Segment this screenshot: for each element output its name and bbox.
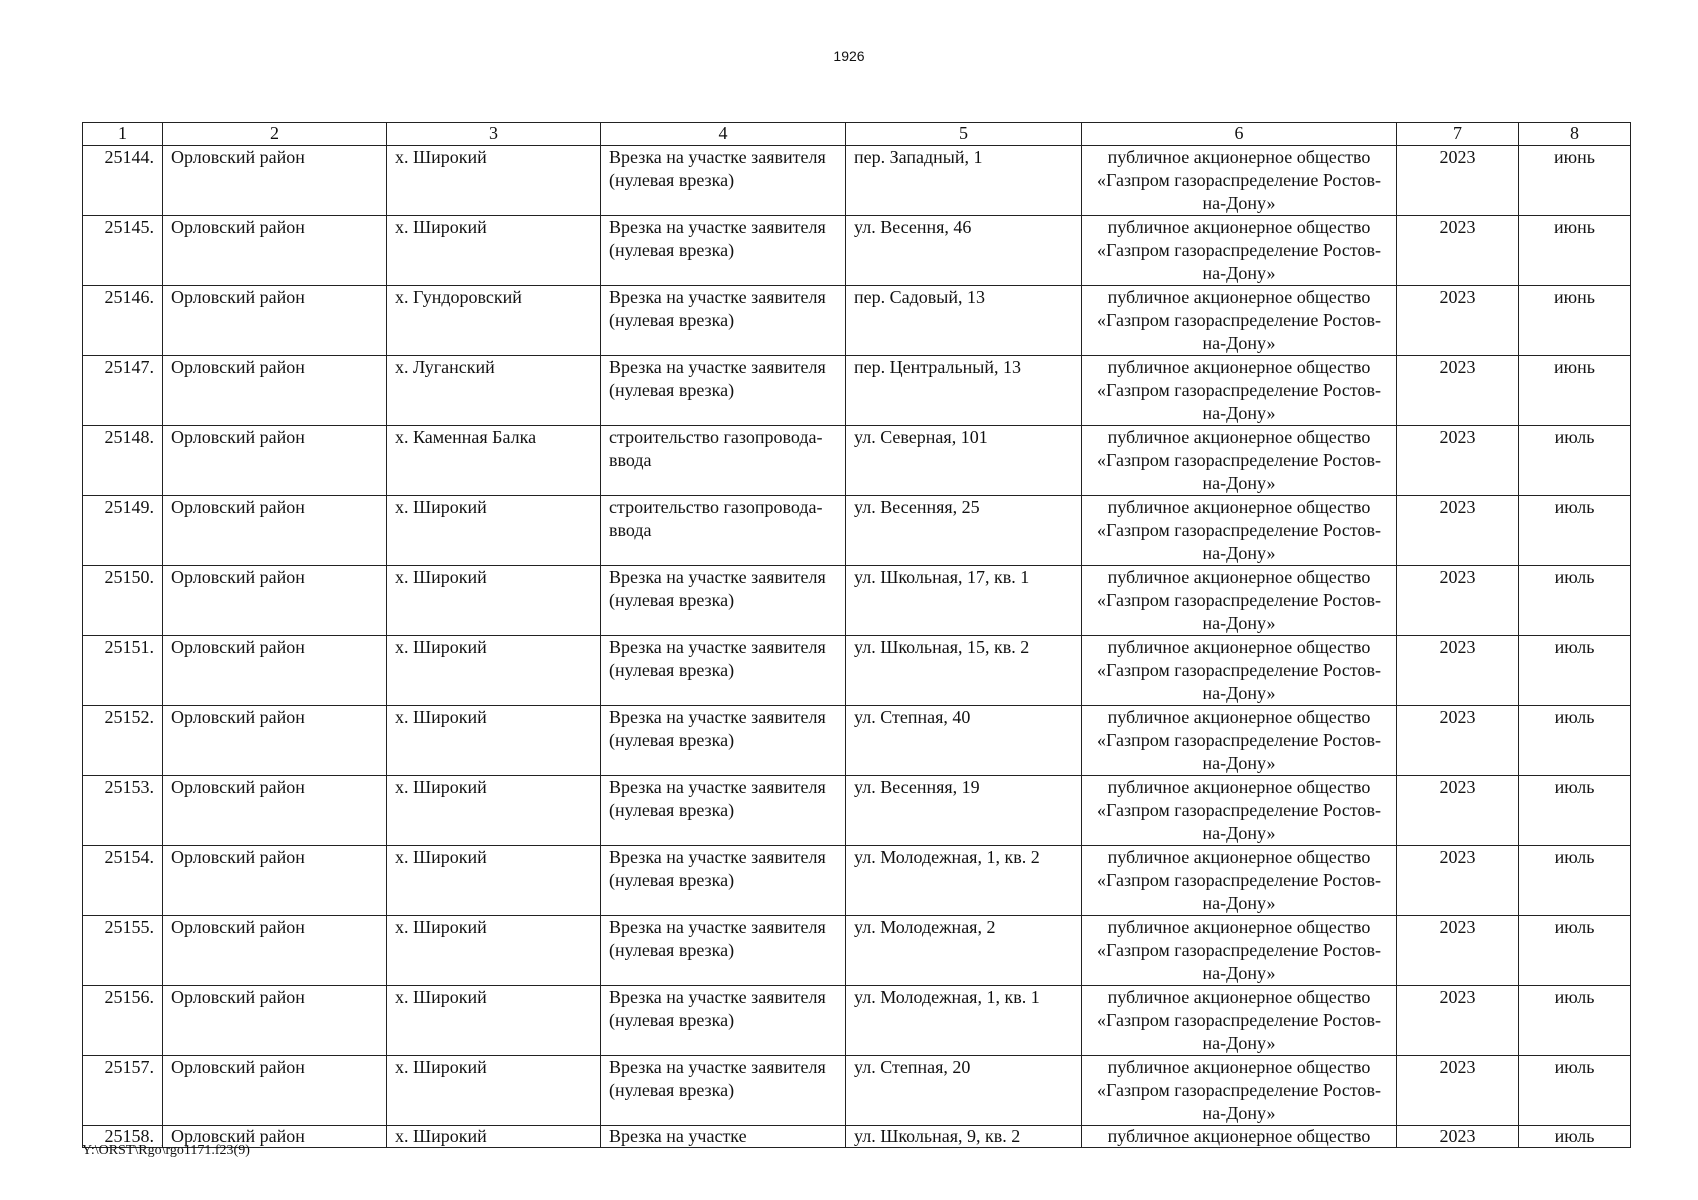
district-cell: Орловский район (163, 1126, 387, 1148)
year-cell: 2023 (1397, 636, 1519, 706)
organization-cell: публичное акционерное общество «Газпром газораспределение Ростов-на-Дону» (1082, 916, 1397, 986)
district-cell: Орловский район (163, 706, 387, 776)
work-type-cell: Врезка на участке заявителя (нулевая врезка) (601, 146, 846, 216)
year-cell: 2023 (1397, 496, 1519, 566)
address-cell: пер. Центральный, 13 (846, 356, 1082, 426)
work-type-cell: Врезка на участке заявителя (нулевая врезка) (601, 1056, 846, 1126)
page-number: 1926 (833, 48, 865, 64)
month-cell: июль (1519, 1056, 1631, 1126)
year-cell: 2023 (1397, 566, 1519, 636)
district-cell: Орловский район (163, 356, 387, 426)
month-cell: июнь (1519, 216, 1631, 286)
column-header: 1 (83, 123, 163, 146)
settlement-cell: х. Широкий (387, 776, 601, 846)
year-cell: 2023 (1397, 916, 1519, 986)
settlement-cell: х. Широкий (387, 146, 601, 216)
settlement-cell: х. Широкий (387, 1126, 601, 1148)
table-row (83, 356, 1631, 426)
month-cell: июнь (1519, 286, 1631, 356)
month-cell: июль (1519, 846, 1631, 916)
work-type-cell: Врезка на участке заявителя (нулевая врезка) (601, 636, 846, 706)
month-cell: июль (1519, 496, 1631, 566)
table-row (83, 1126, 1631, 1148)
settlement-cell: х. Широкий (387, 636, 601, 706)
table-row (83, 566, 1631, 636)
row-number-cell: 25145. (83, 216, 163, 286)
month-cell: июнь (1519, 356, 1631, 426)
row-number-cell: 25147. (83, 356, 163, 426)
district-cell: Орловский район (163, 566, 387, 636)
month-cell: июль (1519, 1126, 1631, 1148)
row-number-cell: 25157. (83, 1056, 163, 1126)
organization-cell: публичное акционерное общество «Газпром газораспределение Ростов-на-Дону» (1082, 636, 1397, 706)
year-cell: 2023 (1397, 426, 1519, 496)
month-cell: июнь (1519, 146, 1631, 216)
settlement-cell: х. Луганский (387, 356, 601, 426)
work-type-cell: Врезка на участке заявителя (нулевая врезка) (601, 846, 846, 916)
district-cell: Орловский район (163, 986, 387, 1056)
year-cell: 2023 (1397, 146, 1519, 216)
organization-cell: публичное акционерное общество «Газпром газораспределение Ростов-на-Дону» (1082, 356, 1397, 426)
address-cell: ул. Молодежная, 1, кв. 2 (846, 846, 1082, 916)
year-cell: 2023 (1397, 846, 1519, 916)
settlement-cell: х. Широкий (387, 1056, 601, 1126)
district-cell: Орловский район (163, 286, 387, 356)
table-row (83, 846, 1631, 916)
address-cell: ул. Северная, 101 (846, 426, 1082, 496)
header-row (83, 123, 1631, 146)
address-cell: пер. Западный, 1 (846, 146, 1082, 216)
column-header: 7 (1397, 123, 1519, 146)
row-number-cell: 25154. (83, 846, 163, 916)
table-row (83, 636, 1631, 706)
month-cell: июль (1519, 706, 1631, 776)
month-cell: июль (1519, 426, 1631, 496)
district-cell: Орловский район (163, 846, 387, 916)
row-number-cell: 25149. (83, 496, 163, 566)
table-row (83, 216, 1631, 286)
address-cell: ул. Весення, 46 (846, 216, 1082, 286)
month-cell: июль (1519, 776, 1631, 846)
address-cell: ул. Молодежная, 2 (846, 916, 1082, 986)
organization-cell: публичное акционерное общество «Газпром газораспределение Ростов-на-Дону» (1082, 496, 1397, 566)
year-cell: 2023 (1397, 1126, 1519, 1148)
row-number-cell: 25156. (83, 986, 163, 1056)
footer-file-path: Y:\ORST\Rgo\rgo1171.f23(9) (82, 1143, 250, 1158)
table-body (83, 146, 1631, 1148)
organization-cell: публичное акционерное общество «Газпром газораспределение Ростов-на-Дону» (1082, 426, 1397, 496)
address-cell: ул. Весенняя, 19 (846, 776, 1082, 846)
table-row (83, 916, 1631, 986)
row-number-cell: 25151. (83, 636, 163, 706)
work-type-cell: Врезка на участке заявителя (нулевая врезка) (601, 566, 846, 636)
table-row (83, 986, 1631, 1056)
row-number-cell: 25158. (83, 1126, 163, 1148)
settlement-cell: х. Гундоровский (387, 286, 601, 356)
year-cell: 2023 (1397, 1056, 1519, 1126)
month-cell: июль (1519, 636, 1631, 706)
column-header: 5 (846, 123, 1082, 146)
year-cell: 2023 (1397, 356, 1519, 426)
row-number-cell: 25152. (83, 706, 163, 776)
organization-cell: публичное акционерное общество «Газпром газораспределение Ростов-на-Дону» (1082, 286, 1397, 356)
organization-cell: публичное акционерное общество (1082, 1126, 1397, 1148)
settlement-cell: х. Широкий (387, 986, 601, 1056)
work-type-cell: Врезка на участке заявителя (нулевая врезка) (601, 706, 846, 776)
address-cell: ул. Степная, 40 (846, 706, 1082, 776)
district-cell: Орловский район (163, 496, 387, 566)
address-cell: ул. Весенняя, 25 (846, 496, 1082, 566)
month-cell: июль (1519, 916, 1631, 986)
year-cell: 2023 (1397, 986, 1519, 1056)
work-type-cell: строительство газопровода-ввода (601, 426, 846, 496)
table-row (83, 146, 1631, 216)
table-row (83, 286, 1631, 356)
row-number-cell: 25155. (83, 916, 163, 986)
address-cell: ул. Степная, 20 (846, 1056, 1082, 1126)
settlement-cell: х. Широкий (387, 496, 601, 566)
column-header: 8 (1519, 123, 1631, 146)
settlement-cell: х. Широкий (387, 706, 601, 776)
district-cell: Орловский район (163, 776, 387, 846)
district-cell: Орловский район (163, 1056, 387, 1126)
row-number-cell: 25148. (83, 426, 163, 496)
year-cell: 2023 (1397, 286, 1519, 356)
table-header (83, 123, 1631, 146)
month-cell: июль (1519, 566, 1631, 636)
address-cell: ул. Школьная, 17, кв. 1 (846, 566, 1082, 636)
work-type-cell: строительство газопровода-ввода (601, 496, 846, 566)
year-cell: 2023 (1397, 216, 1519, 286)
work-type-cell: Врезка на участке заявителя (нулевая врезка) (601, 216, 846, 286)
registry-table (82, 122, 1631, 1148)
year-cell: 2023 (1397, 776, 1519, 846)
district-cell: Орловский район (163, 146, 387, 216)
address-cell: пер. Садовый, 13 (846, 286, 1082, 356)
organization-cell: публичное акционерное общество «Газпром газораспределение Ростов-на-Дону» (1082, 1056, 1397, 1126)
year-cell: 2023 (1397, 706, 1519, 776)
organization-cell: публичное акционерное общество «Газпром газораспределение Ростов-на-Дону» (1082, 986, 1397, 1056)
address-cell: ул. Молодежная, 1, кв. 1 (846, 986, 1082, 1056)
work-type-cell: Врезка на участке заявителя (нулевая врезка) (601, 986, 846, 1056)
work-type-cell: Врезка на участке (601, 1126, 846, 1148)
table-row (83, 1056, 1631, 1126)
row-number-cell: 25146. (83, 286, 163, 356)
organization-cell: публичное акционерное общество «Газпром газораспределение Ростов-на-Дону» (1082, 566, 1397, 636)
address-cell: ул. Школьная, 9, кв. 2 (846, 1126, 1082, 1148)
month-cell: июль (1519, 986, 1631, 1056)
column-header: 2 (163, 123, 387, 146)
table-row (83, 496, 1631, 566)
row-number-cell: 25153. (83, 776, 163, 846)
organization-cell: публичное акционерное общество «Газпром газораспределение Ростов-на-Дону» (1082, 706, 1397, 776)
work-type-cell: Врезка на участке заявителя (нулевая врезка) (601, 356, 846, 426)
address-cell: ул. Школьная, 15, кв. 2 (846, 636, 1082, 706)
settlement-cell: х. Широкий (387, 846, 601, 916)
row-number-cell: 25150. (83, 566, 163, 636)
district-cell: Орловский район (163, 636, 387, 706)
district-cell: Орловский район (163, 426, 387, 496)
table-row (83, 706, 1631, 776)
district-cell: Орловский район (163, 216, 387, 286)
column-header: 6 (1082, 123, 1397, 146)
table-row (83, 426, 1631, 496)
settlement-cell: х. Широкий (387, 916, 601, 986)
settlement-cell: х. Каменная Балка (387, 426, 601, 496)
work-type-cell: Врезка на участке заявителя (нулевая врезка) (601, 776, 846, 846)
row-number-cell: 25144. (83, 146, 163, 216)
organization-cell: публичное акционерное общество «Газпром газораспределение Ростов-на-Дону» (1082, 846, 1397, 916)
table-row (83, 776, 1631, 846)
settlement-cell: х. Широкий (387, 216, 601, 286)
organization-cell: публичное акционерное общество «Газпром газораспределение Ростов-на-Дону» (1082, 216, 1397, 286)
settlement-cell: х. Широкий (387, 566, 601, 636)
work-type-cell: Врезка на участке заявителя (нулевая врезка) (601, 286, 846, 356)
column-header: 3 (387, 123, 601, 146)
organization-cell: публичное акционерное общество «Газпром газораспределение Ростов-на-Дону» (1082, 776, 1397, 846)
column-header: 4 (601, 123, 846, 146)
district-cell: Орловский район (163, 916, 387, 986)
work-type-cell: Врезка на участке заявителя (нулевая врезка) (601, 916, 846, 986)
organization-cell: публичное акционерное общество «Газпром газораспределение Ростов-на-Дону» (1082, 146, 1397, 216)
